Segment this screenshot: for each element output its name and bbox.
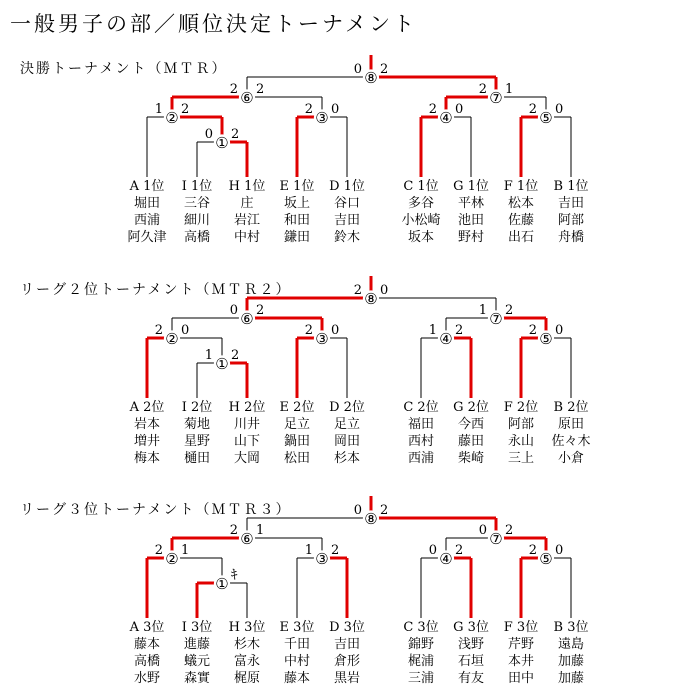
team-player: 足立	[283, 417, 311, 432]
team-player: 黒岩	[333, 671, 361, 686]
team-player: 錦野	[407, 637, 435, 652]
team-player: 梶浦	[407, 654, 435, 669]
score-right: 2	[455, 543, 464, 558]
match-number: ①	[215, 575, 229, 593]
team-player: 佐々木	[551, 434, 591, 449]
team-player: 進藤	[183, 637, 211, 652]
team-player: 小倉	[557, 451, 585, 466]
team-player: 芹野	[507, 637, 535, 652]
team-player: 田中	[507, 671, 535, 686]
team-player: 石垣	[457, 654, 485, 669]
match-number: ①	[215, 134, 229, 152]
match-number: ③	[315, 330, 329, 348]
team-player: 倉形	[333, 654, 361, 669]
team-player: 柴崎	[457, 451, 485, 466]
match-number: ⑧	[364, 510, 378, 528]
team-seed: G 2位	[453, 400, 489, 415]
team-player: 吉田	[333, 213, 361, 228]
score-left: 0	[478, 523, 487, 538]
team-player: 細川	[183, 213, 211, 228]
score-left: 2	[229, 523, 238, 538]
team-player: 本井	[507, 654, 535, 669]
score-left: 2	[478, 82, 487, 97]
team-entry	[403, 620, 438, 686]
team-player: 西浦	[133, 213, 161, 228]
team-player: 山下	[233, 434, 261, 449]
team-player: 三浦	[407, 671, 435, 686]
match-number: ⑦	[489, 310, 503, 328]
score-left: 0	[353, 503, 362, 518]
tournament-title-1: 決勝トーナメント（ＭＴＲ）	[20, 61, 228, 77]
score-left: 2	[528, 323, 537, 338]
team-entry	[329, 620, 365, 686]
team-player: 足立	[333, 417, 361, 432]
team-player: 平林	[457, 196, 485, 211]
score-left: 0	[428, 543, 437, 558]
team-player: 森實	[183, 671, 211, 686]
team-seed: B 3位	[553, 620, 589, 635]
team-player: 増井	[133, 434, 161, 449]
team-player: 池田	[457, 213, 485, 228]
score-right: 0	[555, 543, 564, 558]
score-right: 2	[231, 127, 240, 142]
team-player: 加藤	[557, 671, 585, 686]
team-seed: C 1位	[403, 179, 439, 194]
score-right: 0	[380, 283, 389, 298]
team-player: 川井	[233, 417, 261, 432]
team-entry	[129, 620, 165, 686]
team-player: 藤本	[133, 637, 161, 652]
tournament-title-2: リーグ２位トーナメント（ＭＴＲ２）	[20, 282, 292, 298]
tournament-title-3: リーグ３位トーナメント（ＭＴＲ３）	[20, 502, 292, 518]
team-seed: C 2位	[403, 400, 439, 415]
team-player: 和田	[283, 213, 311, 228]
team-entry	[229, 620, 266, 686]
score-left: 2	[428, 102, 437, 117]
team-seed: I 3位	[181, 620, 213, 635]
match-number: ③	[315, 550, 329, 568]
team-player: 高橋	[133, 654, 161, 669]
score-left: 0	[353, 62, 362, 77]
score-right: ｷ	[231, 568, 238, 583]
team-player: 三上	[507, 451, 535, 466]
team-player: 阿久津	[127, 230, 167, 245]
team-player: 三谷	[183, 196, 211, 211]
team-player: 吉田	[333, 637, 361, 652]
team-seed: E 1位	[279, 179, 315, 194]
match-number: ⑥	[240, 310, 254, 328]
score-right: 2	[231, 348, 240, 363]
team-player: 大岡	[233, 451, 261, 466]
team-player: 杉本	[333, 451, 361, 466]
team-player: 西浦	[407, 451, 435, 466]
score-left: 2	[229, 82, 238, 97]
match-number: ②	[165, 550, 179, 568]
team-player: 谷口	[333, 196, 361, 211]
team-player: 堀田	[133, 196, 161, 211]
match-number: ⑧	[364, 69, 378, 87]
score-right: 0	[331, 102, 340, 117]
score-right: 2	[455, 323, 464, 338]
team-seed: D 3位	[329, 620, 365, 635]
team-seed: C 3位	[403, 620, 439, 635]
score-right: 2	[181, 102, 190, 117]
match-number: ⑦	[489, 530, 503, 548]
team-player: 福田	[407, 417, 435, 432]
team-player: 坂本	[407, 230, 435, 245]
team-player: 藤田	[457, 434, 485, 449]
score-right: 2	[331, 543, 340, 558]
team-seed: B 1位	[553, 179, 589, 194]
team-player: 今西	[457, 417, 485, 432]
score-left: 2	[304, 102, 313, 117]
team-player: 佐藤	[507, 213, 535, 228]
score-left: 1	[478, 303, 487, 318]
team-seed: H 3位	[228, 620, 266, 635]
team-player: 浅野	[457, 637, 485, 652]
team-player: 遠島	[557, 637, 585, 652]
score-right: 0	[455, 102, 464, 117]
match-number: ④	[439, 109, 453, 127]
score-left: 1	[304, 543, 313, 558]
score-left: 2	[528, 543, 537, 558]
team-player: 杉木	[233, 637, 261, 652]
score-right: 0	[181, 323, 190, 338]
team-player: 高橋	[183, 230, 211, 245]
match-number: ⑤	[539, 550, 553, 568]
team-player: 梶原	[233, 671, 261, 686]
team-player: 鍋田	[283, 434, 311, 449]
team-entry	[182, 620, 213, 686]
team-entry	[554, 620, 589, 686]
team-player: 岩本	[133, 417, 161, 432]
team-player: 出石	[507, 230, 535, 245]
score-left: 2	[528, 102, 537, 117]
team-player: 庄	[240, 196, 254, 211]
team-player: 富永	[233, 654, 261, 669]
page-title: 一般男子の部／順位決定トーナメント	[10, 12, 418, 36]
team-player: 菊地	[183, 417, 211, 432]
score-right: 1	[181, 543, 190, 558]
team-player: 千田	[283, 637, 311, 652]
score-left: 2	[154, 543, 163, 558]
score-right: 2	[380, 503, 389, 518]
team-entry	[453, 620, 489, 686]
score-right: 2	[256, 82, 265, 97]
team-player: 有友	[457, 671, 485, 686]
match-number: ⑧	[364, 290, 378, 308]
team-seed: F 3位	[503, 620, 539, 635]
match-number: ⑤	[539, 109, 553, 127]
score-left: 1	[428, 323, 437, 338]
team-player: 岩江	[233, 213, 261, 228]
score-right: 2	[256, 303, 265, 318]
score-left: 1	[154, 102, 163, 117]
team-seed: F 1位	[503, 179, 539, 194]
score-right: 2	[505, 303, 514, 318]
score-right: 2	[505, 523, 514, 538]
team-player: 永山	[507, 434, 535, 449]
team-seed: D 2位	[329, 400, 365, 415]
team-seed: E 3位	[279, 620, 315, 635]
team-player: 岡田	[333, 434, 361, 449]
team-player: 中村	[283, 654, 311, 669]
score-left: 2	[353, 283, 362, 298]
team-player: 水野	[133, 671, 161, 686]
score-left: 0	[204, 127, 213, 142]
team-seed: A 1位	[129, 179, 165, 194]
team-player: 藤本	[283, 671, 311, 686]
team-player: 鎌田	[283, 230, 311, 245]
team-player: 蟻元	[183, 654, 211, 669]
team-player: 舟橋	[557, 230, 585, 245]
bracket-3	[0, 441, 697, 686]
team-seed: H 1位	[228, 179, 266, 194]
match-number: ③	[315, 109, 329, 127]
team-player: 中村	[233, 230, 261, 245]
team-seed: I 1位	[181, 179, 213, 194]
match-number: ②	[165, 330, 179, 348]
match-number: ⑤	[539, 330, 553, 348]
team-player: 加藤	[557, 654, 585, 669]
team-player: 阿部	[557, 213, 585, 228]
match-number: ④	[439, 550, 453, 568]
team-seed: A 3位	[129, 620, 165, 635]
team-seed: G 3位	[453, 620, 489, 635]
match-number: ⑥	[240, 530, 254, 548]
score-right: 0	[555, 102, 564, 117]
team-player: 松本	[507, 196, 535, 211]
team-player: 吉田	[557, 196, 585, 211]
team-player: 梅本	[133, 451, 161, 466]
score-left: 2	[304, 323, 313, 338]
team-player: 坂上	[283, 196, 311, 211]
team-seed: I 2位	[181, 400, 213, 415]
score-left: 1	[204, 348, 213, 363]
team-player: 小松崎	[401, 213, 441, 228]
team-player: 鈴木	[333, 230, 361, 245]
team-seed: E 2位	[279, 400, 315, 415]
team-player: 野村	[457, 230, 485, 245]
match-number: ①	[215, 355, 229, 373]
team-seed: F 2位	[503, 400, 539, 415]
team-player: 西村	[407, 434, 435, 449]
team-player: 多谷	[407, 196, 435, 211]
team-seed: A 2位	[129, 400, 165, 415]
team-player: 松田	[283, 451, 311, 466]
match-number: ②	[165, 109, 179, 127]
team-player: 阿部	[507, 417, 535, 432]
score-right: 0	[331, 323, 340, 338]
team-seed: B 2位	[553, 400, 589, 415]
match-number: ④	[439, 330, 453, 348]
team-seed: G 1位	[453, 179, 489, 194]
score-right: 2	[380, 62, 389, 77]
team-player: 星野	[183, 434, 211, 449]
score-right: 1	[505, 82, 514, 97]
team-seed: H 2位	[228, 400, 266, 415]
score-left: 0	[229, 303, 238, 318]
bracket-1	[0, 0, 697, 245]
score-right: 1	[256, 523, 265, 538]
winning-path	[147, 496, 546, 618]
score-right: 0	[555, 323, 564, 338]
team-player: 樋田	[183, 451, 211, 466]
match-number: ⑥	[240, 89, 254, 107]
match-number: ⑦	[489, 89, 503, 107]
team-entry	[504, 620, 538, 686]
team-seed: D 1位	[329, 179, 365, 194]
team-player: 原田	[557, 417, 585, 432]
bracket-2	[0, 221, 697, 466]
score-left: 2	[154, 323, 163, 338]
team-entry	[280, 620, 315, 686]
